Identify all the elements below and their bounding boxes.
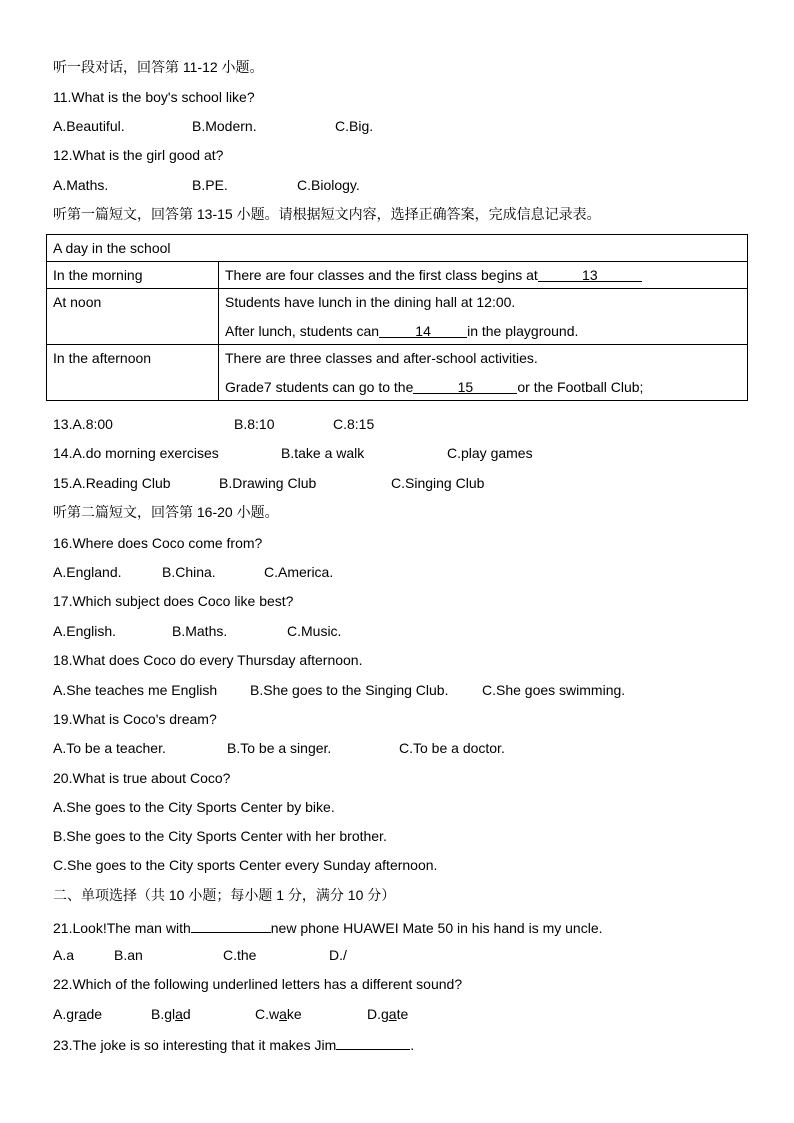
q13-option-a: 13.A.8:00 <box>53 416 113 432</box>
question-19: 19.What is Coco's dream? <box>53 711 217 727</box>
section4-intro: 二、单项选择（共 10 小题；每小题 1 分，满分 10 分） <box>53 887 396 903</box>
blank-13[interactable]: 13 <box>538 266 642 282</box>
section1-intro: 听一段对话，回答第 11-12 小题。 <box>53 59 264 75</box>
table-row <box>47 262 748 289</box>
q14-option-a: 14.A.do morning exercises <box>53 445 219 461</box>
row-content: There are four classes and the first class begins at 13 <box>219 262 748 289</box>
q19-option-a: A.To be a teacher. <box>53 740 166 756</box>
info-record-table <box>46 234 748 401</box>
q11-option-b: B.Modern. <box>192 118 257 134</box>
q16-option-c: C.America. <box>264 564 334 580</box>
q22-option-c: C.wake <box>255 1006 302 1022</box>
q18-option-a: A.She teaches me English <box>53 682 218 698</box>
blank-23[interactable] <box>336 1034 410 1050</box>
q17-option-b: B.Maths. <box>172 623 228 639</box>
q15-option-a: 15.A.Reading Club <box>53 475 171 491</box>
q12-option-a: A.Maths. <box>53 177 109 193</box>
q21-option-d: D./ <box>329 947 347 963</box>
question-23: 23.The joke is so interesting that it makes Jim . <box>53 1034 414 1054</box>
blank-15[interactable]: 15 <box>413 378 517 394</box>
q20-option-b: B.She goes to the City Sports Center with her brother. <box>53 828 387 844</box>
question-11: 11.What is the boy's school like? <box>53 89 255 105</box>
section2-intro: 听第一篇短文，回答第 13-15 小题。请根据短文内容，选择正确答案，完成信息记录表。 <box>53 206 601 222</box>
table-row <box>47 289 748 345</box>
q15-option-c: C.Singing Club <box>391 475 485 491</box>
q19-option-b: B.To be a singer. <box>227 740 332 756</box>
q14-option-c: C.play games <box>447 445 533 461</box>
q22-option-a: A.grade <box>53 1006 103 1022</box>
q13-option-b: B.8:10 <box>234 416 275 432</box>
q18-option-c: C.She goes swimming. <box>482 682 626 698</box>
q15-option-b: B.Drawing Club <box>219 475 317 491</box>
blank-21[interactable] <box>191 917 271 933</box>
q18-option-b: B.She goes to the Singing Club. <box>250 682 449 698</box>
table-row <box>47 235 748 262</box>
row-content: Students have lunch in the dining hall at 12:00. After lunch, students can 14 in the playground. <box>219 289 748 345</box>
blank-14[interactable]: 14 <box>379 322 467 338</box>
question-22: 22.Which of the following underlined letters has a different sound? <box>53 976 463 992</box>
q17-option-c: C.Music. <box>287 623 342 639</box>
q11-option-c: C.Big. <box>335 118 374 134</box>
q16-option-a: A.England. <box>53 564 122 580</box>
q21-option-a: A.a <box>53 947 75 963</box>
q22-option-d: D.gate <box>367 1006 409 1022</box>
section3-intro: 听第二篇短文，回答第 16-20 小题。 <box>53 504 279 520</box>
question-16: 16.Where does Coco come from? <box>53 535 263 551</box>
q12-option-c: C.Biology. <box>297 177 360 193</box>
question-12: 12.What is the girl good at? <box>53 147 224 163</box>
q11-option-a: A.Beautiful. <box>53 118 125 134</box>
q22-option-b: B.glad <box>151 1006 191 1022</box>
question-21: 21.Look!The man with new phone HUAWEI Mate 50 in his hand is my uncle. <box>53 917 603 937</box>
q21-option-c: C.the <box>223 947 257 963</box>
q19-option-c: C.To be a doctor. <box>399 740 505 756</box>
q17-option-a: A.English. <box>53 623 117 639</box>
row-content: There are three classes and after-school activities. Grade7 students can go to the 15 or the Football Club; <box>219 345 748 401</box>
q16-option-b: B.China. <box>162 564 216 580</box>
q12-option-b: B.PE. <box>192 177 228 193</box>
question-20: 20.What is true about Coco? <box>53 770 231 786</box>
question-17: 17.Which subject does Coco like best? <box>53 593 294 609</box>
q20-option-a: A.She goes to the City Sports Center by bike. <box>53 799 335 815</box>
table-title: A day in the school <box>47 235 748 262</box>
q13-option-c: C.8:15 <box>333 416 375 432</box>
q14-option-b: B.take a walk <box>281 445 365 461</box>
q20-option-c: C.She goes to the City sports Center every Sunday afternoon. <box>53 857 438 873</box>
row-label: At noon <box>47 289 219 345</box>
table-row <box>47 345 748 401</box>
row-label: In the morning <box>47 262 219 289</box>
row-label: In the afternoon <box>47 345 219 401</box>
question-18: 18.What does Coco do every Thursday afternoon. <box>53 652 363 668</box>
q21-option-b: B.an <box>114 947 143 963</box>
